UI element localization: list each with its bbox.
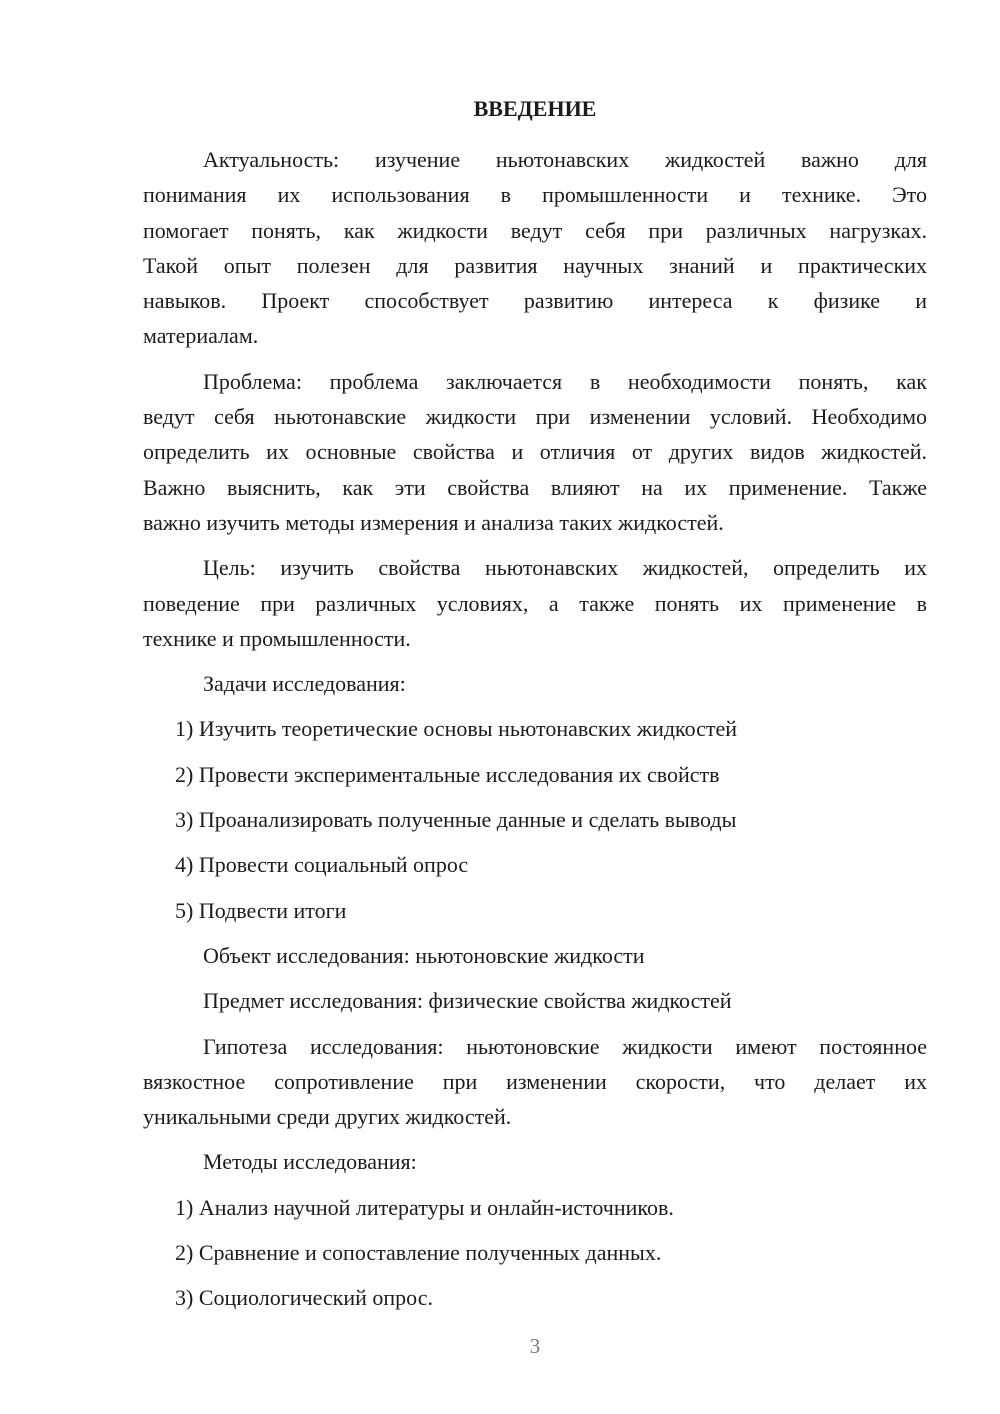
document-body bbox=[143, 145, 927, 1329]
text-line: ведут себя ньютонавские жидкости при изменении условий. Необходимо bbox=[143, 404, 927, 430]
text-line: важно изучить методы измерения и анализа таких жидкостей. bbox=[143, 509, 724, 535]
hypothesis-paragraph bbox=[143, 1032, 927, 1138]
research-object: Объект исследования: ньютоновские жидкости bbox=[203, 942, 645, 968]
text-line: технике и промышленности. bbox=[143, 625, 411, 651]
text-line: Важно выяснить, как эти свойства влияют на их применение. Также bbox=[143, 474, 927, 500]
methods-heading: Методы исследования: bbox=[203, 1149, 417, 1175]
text-line: Актуальность: изучение ньютонавских жидкостей важно для bbox=[203, 147, 927, 172]
text-line: Гипотеза исследования: ньютоновские жидкости имеют постоянное bbox=[203, 1033, 927, 1059]
text-line: уникальными среди других жидкостей. bbox=[143, 1104, 512, 1130]
page-title: ВВЕДЕНИЕ bbox=[473, 96, 597, 121]
task-item: 3) Проанализировать полученные данные и сделать выводы bbox=[175, 807, 737, 833]
text-line: Цель: изучить свойства ньютонавских жидкостей, определить их bbox=[203, 555, 927, 581]
method-item: 1) Анализ научной литературы и онлайн-источников. bbox=[175, 1194, 674, 1220]
text-line: определить их основные свойства и отличия от других видов жидкостей. bbox=[143, 439, 927, 465]
method-item: 2) Сравнение и сопоставление полученных данных. bbox=[175, 1240, 662, 1266]
task-item: 5) Подвести итоги bbox=[175, 897, 347, 923]
relevance-paragraph bbox=[143, 145, 927, 357]
text-line: помогает понять, как жидкости ведут себя при различных нагрузках. bbox=[143, 217, 927, 243]
task-item: 2) Провести экспериментальные исследования их свойств bbox=[175, 761, 720, 787]
text-line: вязкостное сопротивление при изменении скорости, что делает их bbox=[143, 1068, 927, 1094]
task-item: 1) Изучить теоретические основы ньютонавских жидкостей bbox=[175, 716, 738, 742]
goal-paragraph bbox=[143, 553, 927, 659]
method-item: 3) Социологический опрос. bbox=[175, 1285, 433, 1311]
page-number: 3 bbox=[529, 1334, 541, 1358]
research-subject: Предмет исследования: физические свойства жидкостей bbox=[203, 988, 732, 1014]
text-line: Проблема: проблема заключается в необходимости понять, как bbox=[203, 368, 927, 394]
text-line: навыков. Проект способствует развитию интереса к физике и bbox=[143, 288, 927, 314]
text-line: поведение при различных условиях, а также понять их применение в bbox=[143, 590, 927, 616]
tasks-heading: Задачи исследования: bbox=[203, 671, 406, 697]
problem-paragraph bbox=[143, 367, 927, 543]
task-item: 4) Провести социальный опрос bbox=[175, 852, 469, 878]
text-line: Такой опыт полезен для развития научных знаний и практических bbox=[143, 252, 927, 278]
text-line: понимания их использования в промышленности и технике. Это bbox=[143, 182, 927, 208]
text-line: материалам. bbox=[143, 323, 259, 349]
